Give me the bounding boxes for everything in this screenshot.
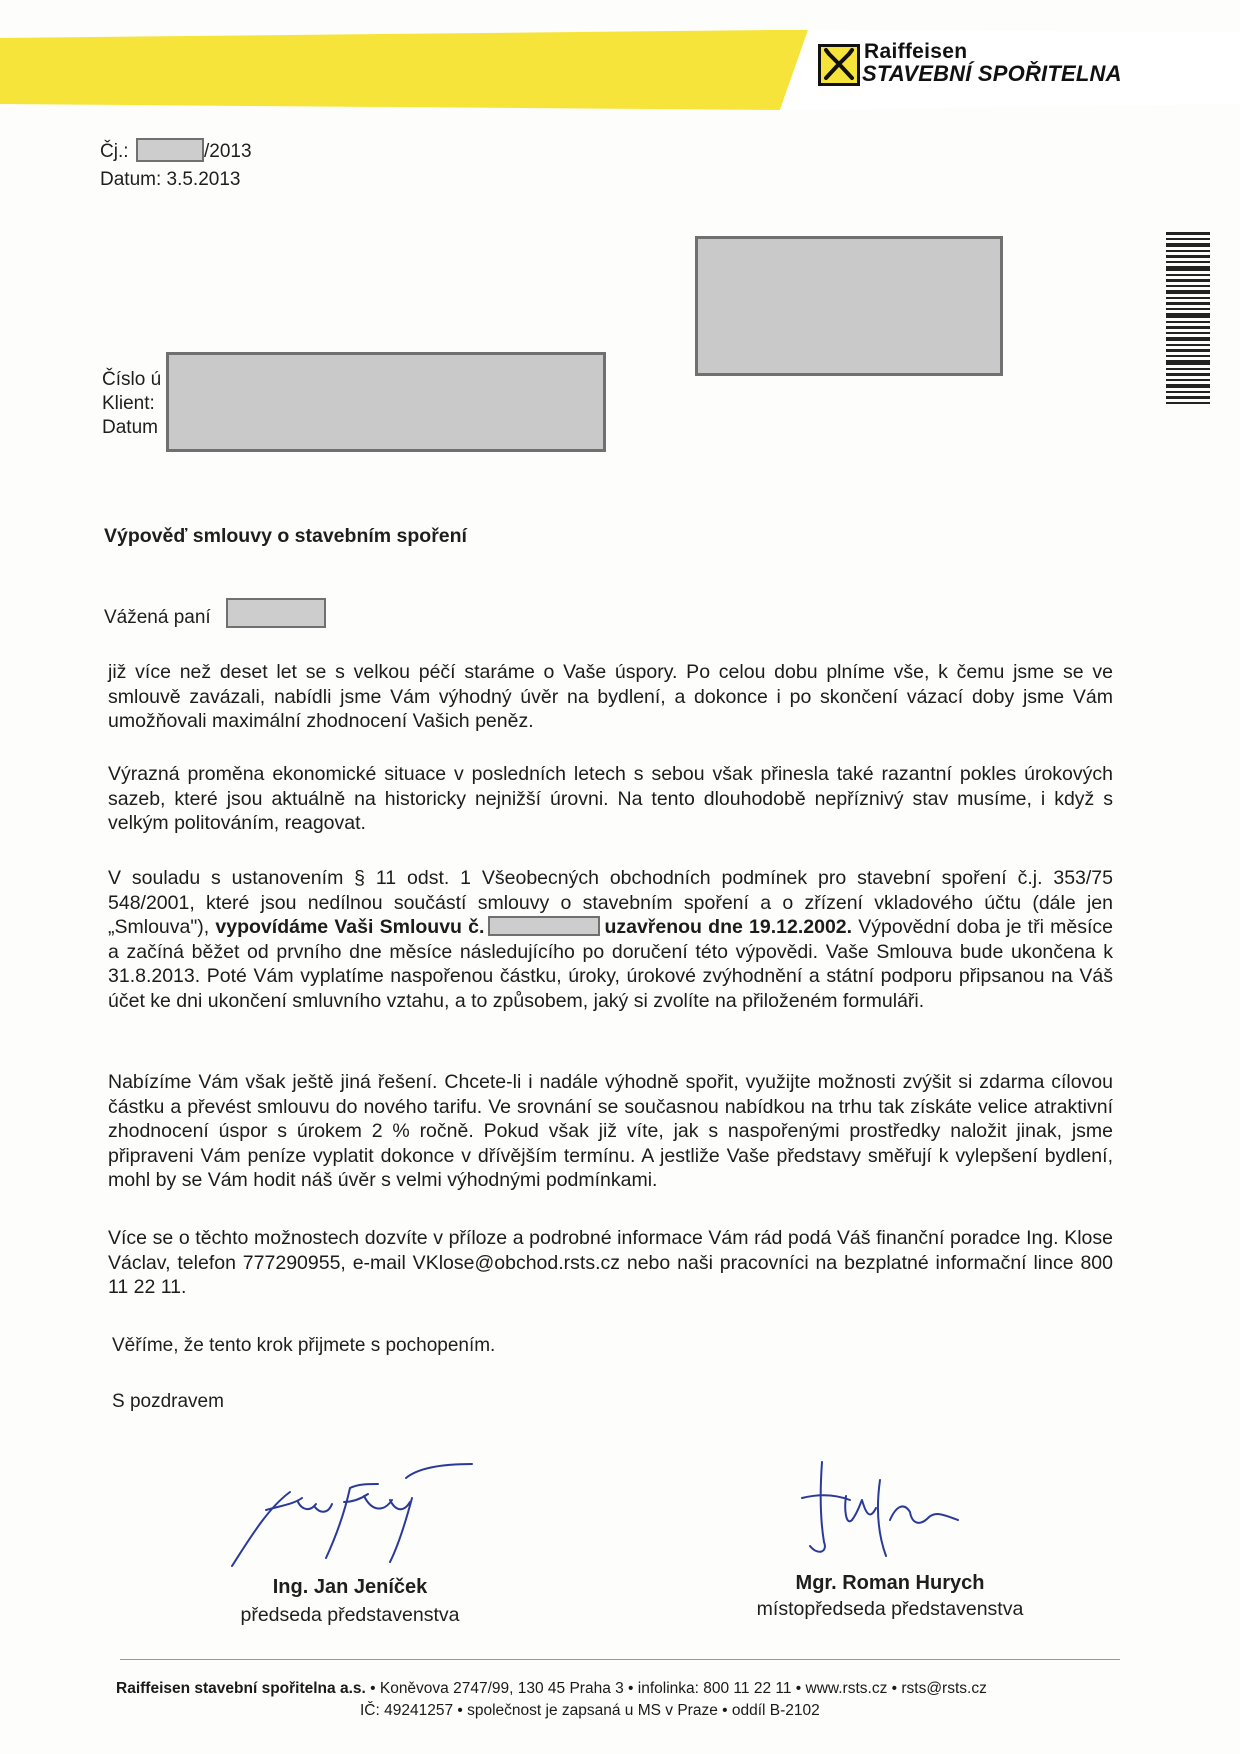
termination-statement: vypovídáme Vaši Smlouvu č. bbox=[215, 916, 485, 938]
client-label: Klient: bbox=[102, 393, 155, 414]
footer-contact-details: • Koněvova 2747/99, 130 45 Praha 3 • infolinka: 800 11 22 11 • www.rsts.cz • rsts@rsts.cz bbox=[370, 1680, 987, 1697]
ref-date: Datum: 3.5.2013 bbox=[100, 169, 241, 190]
logo-wordmark-top: Raiffeisen bbox=[864, 40, 968, 63]
closing-greeting: S pozdravem bbox=[112, 1391, 224, 1412]
signature-roman-hurych bbox=[800, 1460, 960, 1560]
contract-date: uzavřenou dne 19.12.2002. bbox=[604, 916, 853, 938]
footer-company-name: Raiffeisen stavební spořitelna a.s. bbox=[116, 1680, 366, 1697]
closing-sentence: Věříme, že tento krok přijmete s pochopením. bbox=[112, 1335, 496, 1356]
paragraph-termination: V souladu s ustanovením § 11 odst. 1 Všeobecných obchodních podmínek pro stavební spoření č.j. 353/75 548/2001, které jsou nedílnou součástí smlouvy o stavebním spoření a o zřízení vkladového účtu (dále jen „Smlouva"), vypovídáme Vaši Smlouvu č. uzavřenou dne 19.12.2002. Výpovědní doba je tři měsíce a začíná běžet od prvního dne měsíce následujícího po doručení této výpovědi. Vaše Smlouva bude ukončena k 31.8.2013. Poté Vám vyplatíme naspořenou částku, úroky, úrokové zvýhodnění a státní podporu připsanou na Váš účet ke dni ukončení smluvního vztahu, a to způsobem, jaký si zvolíte na přiloženém formuláři. bbox=[108, 867, 1113, 1012]
signatory-1-name: Ing. Jan Jeníček bbox=[272, 1576, 428, 1598]
header-band bbox=[0, 0, 1240, 120]
paragraph-alternatives: Nabízíme Vám však ještě jiná řešení. Chcete-li i nadále výhodně spořit, využijte možnosti zvýšit si zdarma cílovou částku a převést smlouvu do nového tarifu. Ve srovnání se současnou nabídkou na trhu tak získáte velice atraktivní zhodnocení úspor s úrokem 2 % ročně. Pokud však již víte, jak s naspořenými prostředky naložit jinak, jsme připraveni Vám peníze vyplatit dokonce v dřívějším termínu. A jestliže Vaše představy směřují k vylepšení bydlení, mohl by se Vám hodit náš úvěr s velmi výhodnými podmínkami. bbox=[108, 1071, 1113, 1191]
ref-number-label: Čj.: bbox=[100, 141, 129, 162]
paragraph-contact: Více se o těchto možnostech dozvíte v příloze a podrobné informace Vám rád podá Váš finanční poradce Ing. Klose Václav, telefon 777290955, e-mail VKlose@obchod.rsts.cz nebo naši pracovníci na bezplatné informační lince 800 11 22 11. bbox=[108, 1227, 1113, 1298]
barcode-icon bbox=[1166, 232, 1210, 404]
raiffeisen-logo-icon bbox=[818, 44, 860, 86]
ref-number-suffix: /2013 bbox=[204, 141, 252, 162]
signatory-2-role: místopředseda představenstva bbox=[756, 1598, 1024, 1620]
footer-address-line bbox=[116, 1680, 987, 1698]
letter-subject: Výpověď smlouvy o stavebním spoření bbox=[104, 525, 467, 547]
redacted-address bbox=[695, 236, 1003, 376]
redacted-ref-number bbox=[136, 138, 204, 162]
signatory-1-role: předseda představenstva bbox=[240, 1604, 460, 1626]
footer-divider bbox=[120, 1659, 1120, 1660]
paragraph-economic-situation: Výrazná proměna ekonomické situace v posledních letech s sebou však přinesla také razantní pokles úrokových sazeb, které jsou aktuálně na historicky nejnižší úrovni. Na tento dlouhodobě nepříznivý stav musíme, i když s velkým politováním, reagovat. bbox=[108, 763, 1113, 834]
footer-registration-line: IČ: 49241257 • společnost je zapsaná u MS v Praze • oddíl B-2102 bbox=[360, 1702, 820, 1719]
account-number-label: Číslo ú bbox=[102, 369, 162, 390]
signature-jan-jenicek bbox=[228, 1458, 478, 1568]
logo-wordmark-bottom: STAVEBNÍ SPOŘITELNA bbox=[862, 61, 1122, 86]
redacted-client-details bbox=[166, 352, 606, 452]
salutation: Vážená paní bbox=[104, 607, 211, 628]
paragraph-intro: již více než deset let se s velkou péčí staráme o Vaše úspory. Po celou dobu plníme vše, k čemu jsme se ve smlouvě zavázali, nabídli jsme Vám výhodný úvěr na bydlení, a dokonce i po skončení vázací doby jsme Vám umožňovali maximální zhodnocení Vašich peněz. bbox=[108, 661, 1113, 732]
signatory-2-name: Mgr. Roman Hurych bbox=[795, 1572, 985, 1594]
redacted-contract-number bbox=[488, 916, 600, 936]
date-label: Datum bbox=[102, 417, 158, 438]
redacted-recipient-name bbox=[226, 598, 326, 628]
